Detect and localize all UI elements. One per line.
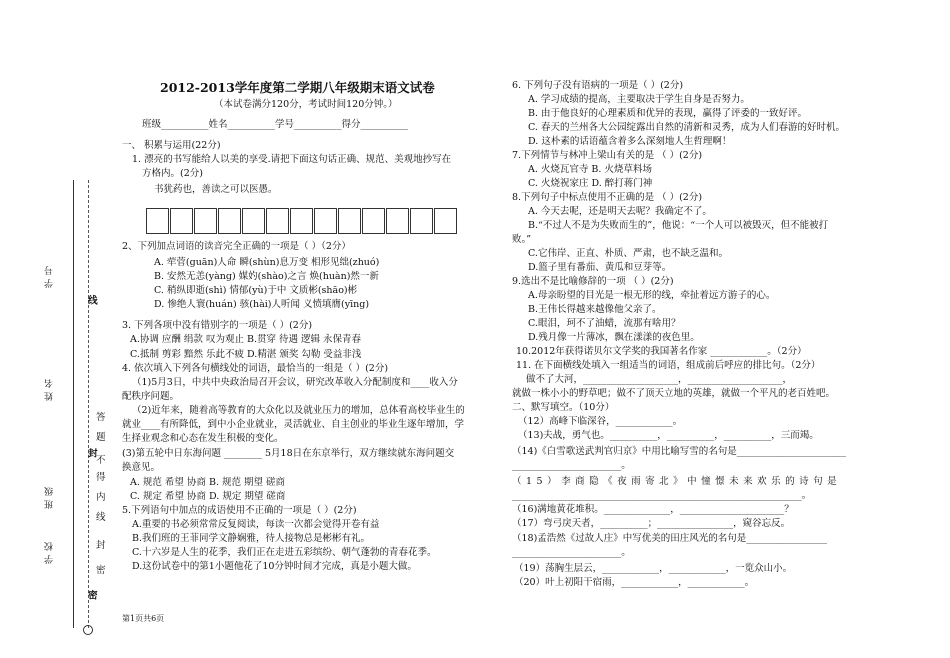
grid-cell[interactable]: [194, 208, 217, 234]
q3-options-ab: A.协调 应酬 绢款 叹为观止 B.贯穿 待遇 逻辑 永保青春: [130, 334, 362, 345]
q2-option-a: A. 荦菅(guān)人命 瞬(shùn)息万变 相形见绌(zhuó): [154, 257, 380, 268]
q7: 7.下列情节与林冲上梁山有关的是 （ ）(2分): [512, 150, 703, 161]
q4-line3: （2)近年来，随着高等教育的大众化以及就业压力的增加，总体看高校毕业生的: [132, 405, 465, 416]
q18-cont: _______________________。: [512, 547, 631, 558]
exam-title: 2012-2013学年度第二学期八年级期末语文试卷: [160, 80, 435, 95]
section-1-title: 一、 积累与运用(22分): [122, 140, 221, 151]
q8-option-c: C.它伟岸、正直、朴质、严肃，也不缺乏温和。: [528, 248, 728, 259]
mark-feng: 封: [85, 448, 97, 458]
grid-cell[interactable]: [362, 208, 385, 234]
q11: 11. 在下面横线处填入一组适当的词语，组成前后呼应的排比句。（2分）: [516, 360, 821, 371]
q4-options-ab: A. 规范 希望 协商 B. 规范 期望 磋商: [130, 477, 286, 488]
no-answer-4: 得: [96, 472, 106, 483]
section-2-title: 二、默写填空。（10分）: [512, 402, 615, 413]
q5-option-b: B.我们班的王菲同学文静娴雅，待人接物总是彬彬有礼。: [132, 533, 371, 544]
no-answer-5: 内: [96, 492, 106, 503]
q7-options-cd: C. 火烧祝家庄 D. 醉打蒋门神: [528, 178, 653, 189]
q11-line1: 做不了大河，____________________，____________________，: [526, 374, 793, 385]
q3: 3. 下列各项中没有错别字的一项是（ ）(2分): [122, 320, 313, 331]
q2-option-d: D. 惨绝人寰(huán) 骇(hài)人听闻 义愤填膺(yīng): [154, 299, 370, 310]
q15-cont: _____________________________________________________________。: [512, 490, 812, 501]
q6: 6. 下列句子没有语病的一项是（ ）(2分): [512, 80, 684, 91]
q5-option-c: C.十六岁是人生的花季，我们正在走进五彩缤纷、朝气蓬勃的青春花季。: [132, 547, 437, 558]
mark-xian: 线: [85, 295, 97, 305]
q15: （15）李商隐《夜雨寄北》中憧憬未来欢乐的诗句是: [512, 476, 842, 487]
label-xuehao: 学号: [45, 262, 55, 288]
student-fields: 班级__________姓名__________学号__________得分__________: [142, 119, 409, 130]
grid-cell[interactable]: [218, 208, 241, 234]
q16: （16)满地黄花堆积。______________，______________________？: [512, 504, 794, 515]
q7-options-ab: A. 火烧瓦官寺 B. 火烧草料场: [528, 164, 652, 175]
q2: 2、下列加点词语的读音完全正确的一项是（ ）（2分）: [122, 241, 351, 252]
q4-line7: 换意见。: [122, 462, 161, 473]
label-xingming: 姓名: [45, 375, 55, 401]
q8-option-b: B.“不过人不是为失败而生的”，他说：“一个人可以被毁灭，但不能被打: [528, 220, 829, 231]
q6-option-b: B. 由于他良好的心理素质和优异的表现，赢得了评委的一致好评。: [528, 108, 808, 119]
q9: 9.选出不是比喻修辞的一项 （ ）(2分): [512, 276, 674, 287]
q5: 5.下列语句中加点的成语使用不正确的一项是（ ）(2分): [122, 505, 357, 516]
q11-line2: 就做一株小小的野草吧；做不了顶天立地的英雄，就做一个平凡的老百姓吧。: [512, 388, 836, 399]
q6-option-d: D. 这朴素的话语蕴含着多么深刻地人生哲理啊！: [528, 136, 732, 147]
q4-line5: 生择业观念和心态在发生积极的变化。: [122, 433, 284, 444]
q1-line2: 方格内。(2分): [142, 168, 203, 179]
no-answer-1: 答: [96, 412, 106, 423]
q8: 8.下列句子中标点使用不正确的是 （ ）(2分): [512, 192, 703, 203]
q4-line6: (3)第五轮中日东海问题 ________ 5月18日在东京举行，双方继续就东海问题交: [122, 448, 455, 459]
mark-mi: 密: [85, 590, 97, 600]
binding-circle: [83, 625, 93, 635]
grid-cell[interactable]: [314, 208, 337, 234]
q9-option-b: B.王伟长得越来越像他父亲了。: [528, 304, 662, 315]
q2-option-b: B. 安然无恙(yàng) 媒妁(shào)之言 焕(huàn)然一新: [154, 271, 379, 282]
label-banji: 班级: [45, 483, 55, 509]
q2-option-c: C. 稍纵即逝(shì) 情郁(yù)于中 文质彬(shāo)彬: [154, 285, 358, 296]
grid-cell[interactable]: [386, 208, 409, 234]
grid-cell[interactable]: [434, 208, 457, 234]
binding-line: [73, 180, 74, 628]
q8-option-b-cont: 败。”: [512, 234, 532, 245]
q18: （18)孟浩然《过故人庄》中写优美的田庄风光的名句是_________________: [512, 533, 828, 544]
no-answer-7: 封: [96, 540, 106, 551]
no-answer-6: 线: [96, 512, 106, 523]
grid-cell[interactable]: [266, 208, 289, 234]
q5-option-d: D.这份试卷中的第1小题他花了10分钟时间才完成，真是小题大做。: [132, 561, 417, 572]
label-xuexiao: 学校: [45, 538, 55, 564]
q10: 10.2012年获得诺贝尔文学奖的我国著名作家 ____________。（2分）: [516, 346, 807, 357]
grid-cell[interactable]: [338, 208, 361, 234]
q3-options-cd: C.抵制 剪彩 黯然 乐此不疲 D.精湛 颁奖 勾勒 受益非浅: [130, 349, 362, 360]
grid-cell[interactable]: [170, 208, 193, 234]
q14: （14)《白雪歌送武判官归京》中用比喻写雪的名句是_______________________: [512, 446, 847, 457]
q4-line4: 就业____有所降低，到中小企业就业，灵活就业、自主创业的毕业生逐年增加，学: [122, 419, 465, 430]
q9-option-d: D.残月像一片薄冰，飘在漾漾的夜色里。: [528, 332, 700, 343]
exam-subtitle: （本试卷满分120分，考试时间120分钟。）: [214, 99, 398, 110]
no-answer-3: 不: [96, 455, 106, 466]
q19: （19）荡胸生层云，____________，____________，一览众山小。: [514, 563, 793, 574]
q8-option-d: D.篮子里有番茄、黄瓜和豆芽等。: [528, 262, 672, 273]
q1-line3: 书犹药也，善读之可以医愚。: [154, 184, 278, 195]
grid-cell[interactable]: [242, 208, 265, 234]
q4-options-cd: C. 规定 希望 协商 D. 规定 期望 磋商: [130, 491, 286, 502]
q13: （13)夫战，勇气也。__________，__________，__________，三而竭。: [518, 430, 819, 441]
q4-line1: （1)5月3日，中共中央政治局召开会议，研究改革收入分配制度和____收入分: [132, 377, 458, 388]
q5-option-a: A.重要的书必须常常反复阅读，每读一次都会觉得开卷有益: [132, 519, 380, 530]
q6-option-a: A. 学习成绩的提高，主要取决于学生自身是否努力。: [528, 94, 750, 105]
q12: （12）高峰下临深谷，____________。: [518, 416, 683, 427]
binding-dotted-line: [88, 180, 89, 628]
q8-option-a: A. 今天去呢，还是明天去呢？我确定不了。: [528, 206, 712, 217]
page-footer: 第1页共6页: [122, 614, 165, 623]
q1-line1: 1. 漂亮的书写能给人以美的享受.请把下面这句话正确、规范、美观地抄写在: [132, 154, 452, 165]
grid-cell[interactable]: [290, 208, 313, 234]
q6-option-c: C. 春天的兰州各大公园绽露出自然的清新和灵秀，成为人们春游的好时机。: [528, 122, 845, 133]
q4-line2: 配秩序问题。: [122, 391, 180, 402]
grid-cell[interactable]: [410, 208, 433, 234]
q4: 4. 依次填入下列各句横线处的词语，最恰当的一组是（ ）(2分): [122, 363, 389, 374]
no-answer-2: 题: [96, 432, 106, 443]
writing-grid: [146, 208, 458, 234]
q14-cont: _______________________。: [512, 460, 631, 471]
grid-cell[interactable]: [146, 208, 169, 234]
q9-option-a: A.母亲盼望的目光是一根无形的线，牵扯着远方游子的心。: [528, 290, 776, 301]
q20: （20）叶上初阳干宿雨，____________，____________。: [514, 577, 755, 588]
q9-option-c: C.眼泪，珂不了油蜡，流那有啥用？: [528, 318, 681, 329]
no-answer-8: 密: [96, 565, 106, 576]
q17: （17）弯弓戾天者，__________；________________，窥谷忘反。: [512, 518, 791, 529]
